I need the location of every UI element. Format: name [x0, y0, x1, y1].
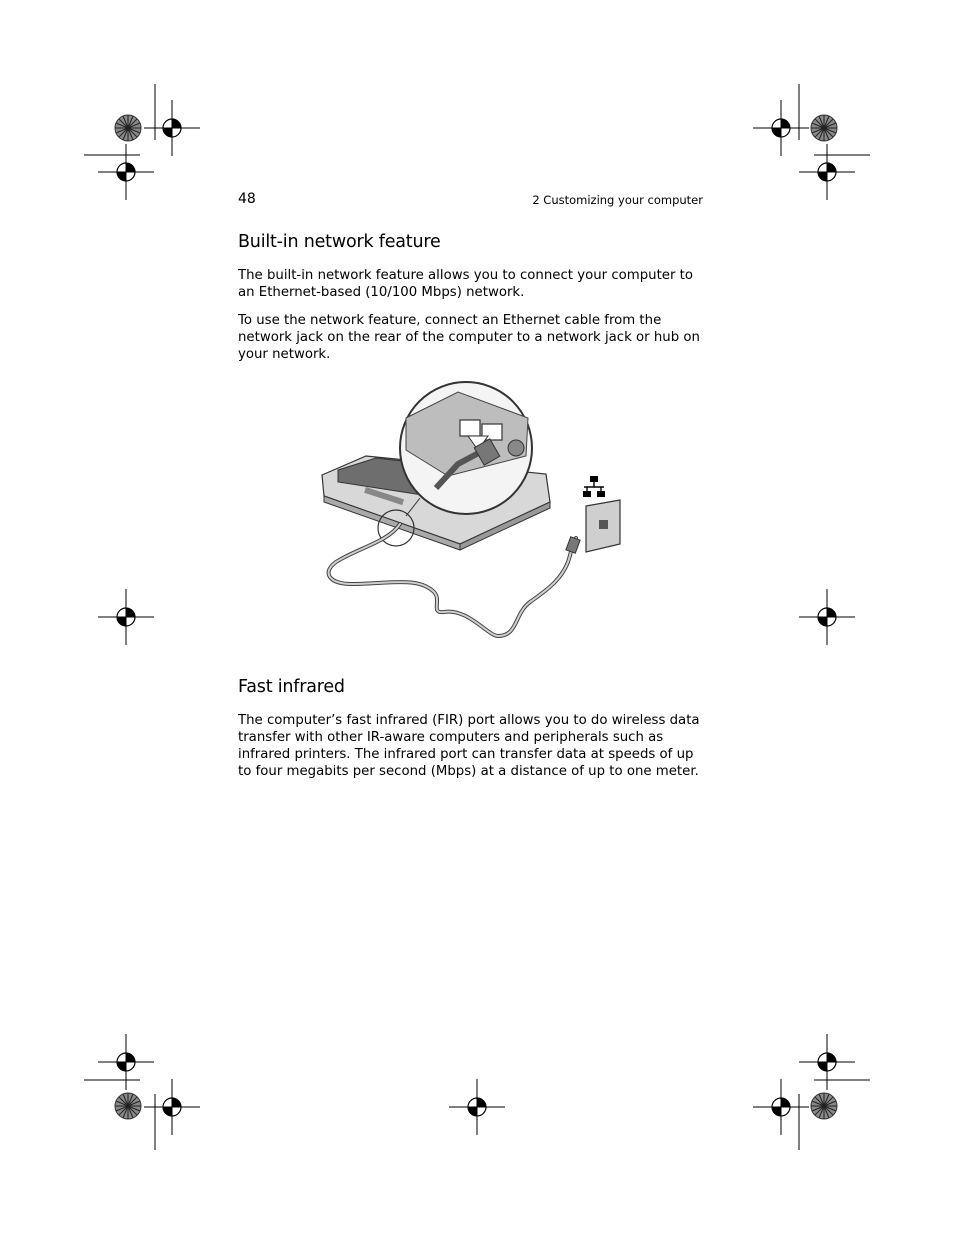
registration-mark-icon [144, 1079, 200, 1135]
color-target-icon [811, 1093, 837, 1119]
registration-mark-icon [98, 144, 154, 200]
registration-mark-icon [753, 100, 809, 156]
registration-mark-icon [799, 144, 855, 200]
registration-mark-icon [98, 1034, 154, 1090]
registration-mark-icon [449, 1079, 505, 1135]
network-icon [583, 476, 605, 497]
registration-mark-icon [144, 100, 200, 156]
color-target-icon [115, 1093, 141, 1119]
registration-mark-icon [799, 1034, 855, 1090]
body-paragraph: To use the network feature, connect an Ethernet cable from the network jack on the rear of the computer to a network jack or hub on your network. [238, 313, 700, 362]
ethernet-port-zoom-inset [400, 382, 532, 514]
registration-mark-icon [98, 589, 154, 645]
wall-jack-image [586, 500, 620, 552]
network-connection-illustration [318, 378, 628, 646]
body-paragraph: The built-in network feature allows you to connect your computer to an Ethernet-based (10/100 Mbps) network. [238, 268, 694, 300]
section-heading-network: Built-in network feature [238, 232, 441, 252]
color-target-icon [115, 115, 141, 141]
running-header: 2 Customizing your computer [532, 193, 703, 207]
color-target-icon [811, 115, 837, 141]
registration-mark-icon [753, 1079, 809, 1135]
page-number: 48 [238, 191, 256, 207]
registration-mark-icon [799, 589, 855, 645]
section-heading-infrared: Fast infrared [238, 677, 345, 697]
body-paragraph: The computer’s fast infrared (FIR) port allows you to do wireless data transfer with other IR-aware computers and peripherals such as infrared printers. The infrared port can transfer data at speeds of up to four megabits per second (Mbps) at a distance of up to one meter. [238, 713, 700, 779]
